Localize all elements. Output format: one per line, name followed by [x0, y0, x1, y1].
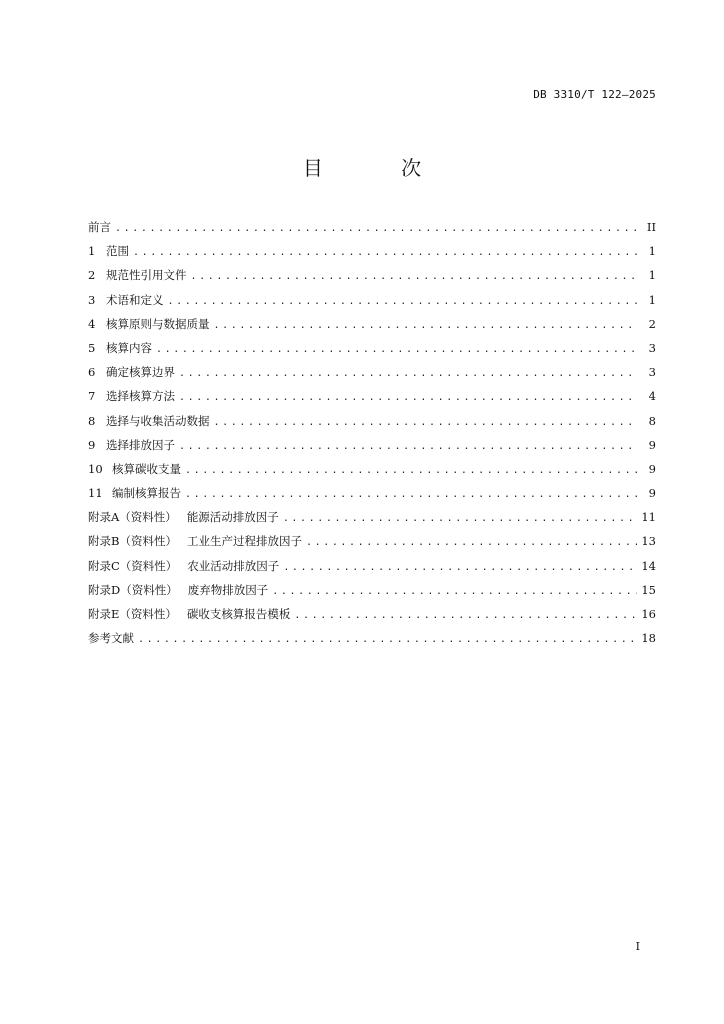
toc-entry-label: 碳收支核算报告模板	[186, 607, 291, 621]
toc-leader-dots	[168, 293, 639, 311]
toc-entry-label: 选择核算方法	[106, 389, 175, 404]
toc-entry-number: 附录E（资料性）	[88, 607, 177, 621]
toc-entry-page: 4	[648, 389, 656, 404]
toc-leader-dots	[133, 244, 638, 262]
toc-leader-dots	[306, 534, 637, 552]
toc-entry-number: 4	[88, 316, 96, 331]
toc-entry-page: 9	[648, 461, 656, 476]
toc-entry-1[interactable]	[88, 242, 656, 266]
toc-entry-label: 范围	[106, 244, 129, 259]
toc-leader-dots	[283, 559, 637, 577]
toc-entry-label: 术语和定义	[106, 292, 164, 307]
toc-entry-page: 18	[641, 631, 656, 646]
toc-entry-label: 规范性引用文件	[106, 268, 187, 283]
toc-entry-page: 11	[641, 510, 656, 525]
toc-entry-page: 9	[648, 486, 656, 501]
toc-entry-7[interactable]	[88, 387, 656, 411]
toc-entry-page: 2	[648, 316, 656, 331]
toc-leader-dots	[179, 389, 638, 407]
page-number: I	[635, 940, 640, 953]
toc-leader-dots	[138, 631, 637, 649]
toc-entry-4[interactable]	[88, 315, 656, 339]
toc-entry-number: 7	[88, 389, 96, 404]
toc-leader-dots	[294, 607, 637, 625]
toc-entry-label: 农业活动排放因子	[187, 558, 280, 573]
toc-entry-foreword[interactable]	[88, 218, 656, 242]
toc-entry-annex-b[interactable]	[88, 532, 656, 556]
toc-leader-dots	[185, 486, 638, 504]
toc-entry-annex-e[interactable]	[88, 605, 656, 629]
toc-entry-8[interactable]	[88, 412, 656, 436]
toc-entry-number: 6	[88, 365, 96, 380]
toc-entry-number: 2	[88, 268, 96, 283]
toc-entry-page: 9	[648, 437, 656, 452]
toc-entry-10[interactable]	[88, 460, 656, 484]
toc-entry-number: 11	[88, 486, 103, 501]
toc-entry-6[interactable]	[88, 363, 656, 387]
toc-entry-number: 附录C（资料性）	[88, 558, 178, 573]
toc-entry-annex-d[interactable]	[88, 581, 656, 605]
toc-entry-number: 8	[88, 413, 96, 428]
toc-entry-number: 附录A（资料性）	[88, 510, 177, 525]
toc-leader-dots	[115, 220, 638, 238]
document-code: DB 3310/T 122—2025	[533, 88, 656, 101]
table-of-contents	[88, 218, 656, 653]
toc-leader-dots	[214, 414, 639, 432]
toc-leader-dots	[272, 583, 637, 601]
toc-leader-dots	[179, 438, 638, 456]
toc-entry-label: 废弃物排放因子	[187, 582, 269, 597]
toc-entry-page: 3	[648, 340, 656, 355]
toc-entry-5[interactable]	[88, 339, 656, 363]
toc-entry-label: 核算碳收支量	[112, 461, 181, 476]
toc-entry-page: 1	[648, 244, 656, 259]
toc-entry-page: 1	[648, 268, 656, 283]
toc-entry-label: 核算原则与数据质量	[106, 316, 210, 331]
toc-entry-page: 15	[641, 582, 656, 597]
toc-leader-dots	[283, 510, 638, 528]
toc-title: 目 次	[302, 156, 458, 180]
toc-entry-number: 3	[88, 292, 96, 307]
toc-entry-9[interactable]	[88, 436, 656, 460]
toc-entry-label: 前言	[88, 220, 111, 234]
toc-entry-number: 附录B（资料性）	[88, 534, 177, 549]
toc-entry-label: 工业生产过程排放因子	[186, 534, 302, 549]
toc-entry-11[interactable]	[88, 484, 656, 508]
toc-entry-label: 核算内容	[106, 340, 152, 355]
toc-leader-dots	[191, 268, 639, 286]
toc-entry-label: 能源活动排放因子	[186, 510, 279, 525]
toc-entry-label: 参考文献	[88, 631, 134, 646]
toc-entry-annex-c[interactable]	[88, 557, 656, 581]
toc-entry-references[interactable]	[88, 629, 656, 653]
toc-leader-dots	[214, 317, 639, 335]
toc-entry-number: 5	[88, 340, 96, 355]
toc-entry-label: 选择与收集活动数据	[106, 413, 210, 428]
toc-entry-2[interactable]	[88, 266, 656, 290]
toc-entry-page: 14	[641, 558, 656, 573]
toc-entry-number: 1	[88, 244, 96, 259]
toc-entry-3[interactable]	[88, 291, 656, 315]
toc-leader-dots	[179, 365, 638, 383]
toc-entry-page: 16	[641, 607, 656, 621]
toc-entry-page: 8	[648, 413, 656, 428]
toc-entry-number: 附录D（资料性）	[88, 582, 178, 597]
toc-leader-dots	[185, 462, 638, 480]
toc-entry-number: 10	[88, 461, 103, 476]
toc-leader-dots	[156, 341, 638, 359]
toc-entry-label: 确定核算边界	[106, 365, 175, 380]
toc-entry-annex-a[interactable]	[88, 508, 656, 532]
toc-entry-page: 13	[641, 534, 656, 549]
toc-entry-label: 选择排放因子	[106, 437, 175, 452]
toc-entry-number: 9	[88, 437, 96, 452]
toc-entry-page: II	[646, 220, 656, 234]
toc-entry-label: 编制核算报告	[112, 486, 181, 501]
toc-entry-page: 1	[648, 292, 656, 307]
toc-entry-page: 3	[648, 365, 656, 380]
